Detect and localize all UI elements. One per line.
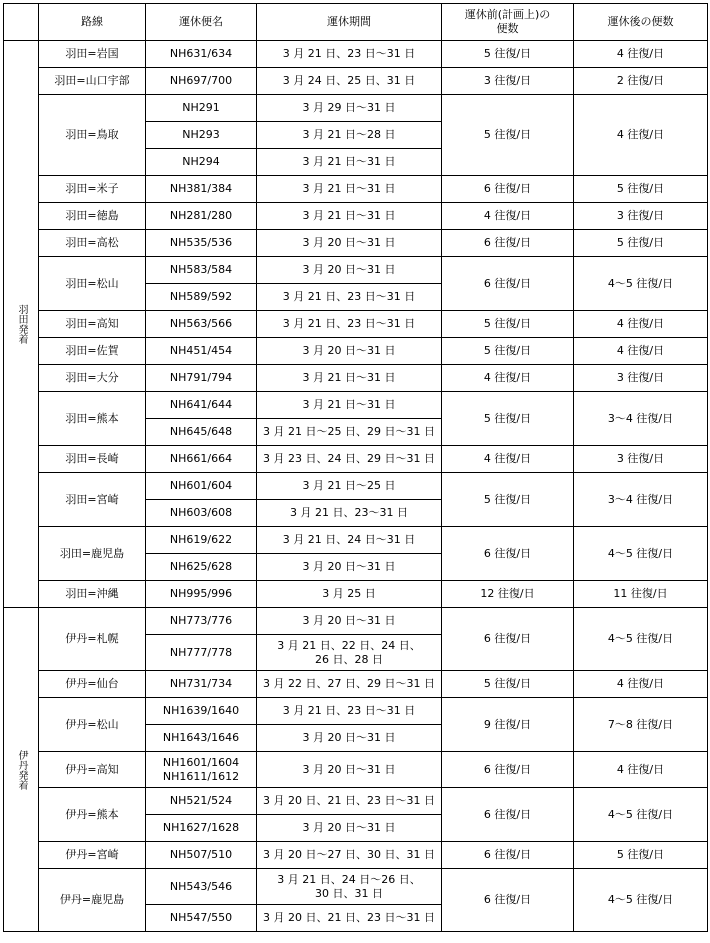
period-cell: 3 月 21 日～25 日、29 日～31 日 [257,419,442,446]
period-cell: 3 月 24 日、25 日、31 日 [257,68,442,95]
period-cell: 3 月 20 日、21 日、23 日～31 日 [257,788,442,815]
route-cell: 伊丹=仙台 [39,671,146,698]
period-cell: 3 月 20 日～31 日 [257,230,442,257]
before-count-cell: 6 往復/日 [442,176,574,203]
flight-cell: NH777/778 [146,635,257,671]
period-cell: 3 月 21 日、23 日～31 日 [257,311,442,338]
flight-cell: NH1601/1604 NH1611/1612 [146,752,257,788]
after-count-cell: 4～5 往復/日 [574,257,708,311]
header-flight: 運休便名 [146,4,257,41]
before-count-cell: 6 往復/日 [442,230,574,257]
after-count-cell: 3～4 往復/日 [574,392,708,446]
route-cell: 羽田=沖縄 [39,581,146,608]
flight-cell: NH281/280 [146,203,257,230]
flight-cell: NH381/384 [146,176,257,203]
period-cell: 3 月 29 日～31 日 [257,95,442,122]
period-cell: 3 月 21 日～25 日 [257,473,442,500]
flight-cell: NH697/700 [146,68,257,95]
table-row [4,338,708,365]
before-count-cell: 12 往復/日 [442,581,574,608]
before-count-cell: 6 往復/日 [442,842,574,869]
before-count-cell: 5 往復/日 [442,473,574,527]
route-cell: 羽田=高松 [39,230,146,257]
flight-cell: NH995/996 [146,581,257,608]
after-count-cell: 4～5 往復/日 [574,869,708,932]
table-body [4,41,708,932]
flight-cell: NH773/776 [146,608,257,635]
before-count-cell: 4 往復/日 [442,446,574,473]
header-before: 運休前(計画上)の 便数 [442,4,574,41]
period-cell: 3 月 20 日～31 日 [257,554,442,581]
route-cell: 羽田=大分 [39,365,146,392]
period-cell: 3 月 21 日～31 日 [257,203,442,230]
before-count-cell: 6 往復/日 [442,788,574,842]
before-count-cell: 5 往復/日 [442,95,574,176]
before-count-cell: 4 往復/日 [442,203,574,230]
table-row [4,869,708,905]
flight-cell: NH535/536 [146,230,257,257]
after-count-cell: 2 往復/日 [574,68,708,95]
route-cell: 羽田=山口宇部 [39,68,146,95]
flight-cell: NH631/634 [146,41,257,68]
after-count-cell: 5 往復/日 [574,176,708,203]
route-cell: 伊丹=松山 [39,698,146,752]
flight-cell: NH791/794 [146,365,257,392]
flight-cell: NH603/608 [146,500,257,527]
flight-cell: NH661/664 [146,446,257,473]
flight-cell: NH543/546 [146,869,257,905]
period-cell: 3 月 20 日～31 日 [257,815,442,842]
after-count-cell: 4～5 往復/日 [574,788,708,842]
route-cell: 伊丹=宮崎 [39,842,146,869]
table-row [4,608,708,635]
after-count-cell: 3 往復/日 [574,365,708,392]
route-cell: 羽田=鹿児島 [39,527,146,581]
after-count-cell: 3 往復/日 [574,446,708,473]
flight-cell: NH619/622 [146,527,257,554]
group-label-itami: 伊丹発着 [4,608,39,932]
flight-cell: NH731/734 [146,671,257,698]
after-count-cell: 4 往復/日 [574,95,708,176]
route-cell: 伊丹=高知 [39,752,146,788]
table-row [4,581,708,608]
after-count-cell: 3～4 往復/日 [574,473,708,527]
table-row [4,698,708,725]
route-cell: 伊丹=札幌 [39,608,146,671]
header-after: 運休後の便数 [574,4,708,41]
before-count-cell: 5 往復/日 [442,311,574,338]
flight-cell: NH1639/1640 [146,698,257,725]
period-cell: 3 月 21 日、24 日～31 日 [257,527,442,554]
table-row [4,230,708,257]
before-count-cell: 9 往復/日 [442,698,574,752]
after-count-cell: 11 往復/日 [574,581,708,608]
before-count-cell: 6 往復/日 [442,608,574,671]
flight-cell: NH1627/1628 [146,815,257,842]
period-cell: 3 月 21 日～31 日 [257,176,442,203]
table-row [4,788,708,815]
period-cell: 3 月 21 日、24 日～26 日、 30 日、31 日 [257,869,442,905]
table-row [4,176,708,203]
after-count-cell: 4 往復/日 [574,41,708,68]
flight-cell: NH294 [146,149,257,176]
before-count-cell: 6 往復/日 [442,869,574,932]
route-cell: 羽田=岩国 [39,41,146,68]
period-cell: 3 月 21 日、23 日～31 日 [257,41,442,68]
period-cell: 3 月 20 日～27 日、30 日、31 日 [257,842,442,869]
route-cell: 羽田=佐賀 [39,338,146,365]
table-row [4,365,708,392]
flight-cell: NH563/566 [146,311,257,338]
table-row [4,203,708,230]
table-row [4,473,708,500]
before-count-cell: 5 往復/日 [442,671,574,698]
table-row [4,257,708,284]
period-cell: 3 月 22 日、27 日、29 日～31 日 [257,671,442,698]
after-count-cell: 4 往復/日 [574,752,708,788]
route-cell: 羽田=米子 [39,176,146,203]
period-cell: 3 月 20 日～31 日 [257,338,442,365]
header-route: 路線 [39,4,146,41]
after-count-cell: 4～5 往復/日 [574,527,708,581]
before-count-cell: 4 往復/日 [442,365,574,392]
table-row [4,392,708,419]
period-cell: 3 月 25 日 [257,581,442,608]
header-group-corner [4,4,39,41]
before-count-cell: 5 往復/日 [442,41,574,68]
period-cell: 3 月 21 日～31 日 [257,392,442,419]
table-row [4,68,708,95]
header-row [4,4,708,41]
flight-cell: NH625/628 [146,554,257,581]
flight-cell: NH589/592 [146,284,257,311]
period-cell: 3 月 21 日～31 日 [257,365,442,392]
flight-cell: NH291 [146,95,257,122]
table-row [4,671,708,698]
flight-cell: NH645/648 [146,419,257,446]
after-count-cell: 5 往復/日 [574,230,708,257]
flight-cell: NH521/524 [146,788,257,815]
table-row [4,842,708,869]
period-cell: 3 月 21 日、23～31 日 [257,500,442,527]
flight-cell: NH641/644 [146,392,257,419]
flight-cell: NH451/454 [146,338,257,365]
before-count-cell: 5 往復/日 [442,338,574,365]
period-cell: 3 月 21 日～31 日 [257,149,442,176]
period-cell: 3 月 21 日、22 日、24 日、 26 日、28 日 [257,635,442,671]
before-count-cell: 3 往復/日 [442,68,574,95]
route-cell: 羽田=徳島 [39,203,146,230]
after-count-cell: 4 往復/日 [574,671,708,698]
flight-suspension-table [3,3,708,932]
table-row [4,311,708,338]
period-cell: 3 月 20 日～31 日 [257,608,442,635]
period-cell: 3 月 20 日～31 日 [257,257,442,284]
period-cell: 3 月 20 日、21 日、23 日～31 日 [257,905,442,932]
route-cell: 羽田=鳥取 [39,95,146,176]
route-cell: 羽田=宮崎 [39,473,146,527]
before-count-cell: 6 往復/日 [442,527,574,581]
after-count-cell: 3 往復/日 [574,203,708,230]
after-count-cell: 5 往復/日 [574,842,708,869]
period-cell: 3 月 21 日、23 日～31 日 [257,284,442,311]
flight-cell: NH601/604 [146,473,257,500]
period-cell: 3 月 21 日、23 日～31 日 [257,698,442,725]
route-cell: 羽田=熊本 [39,392,146,446]
route-cell: 羽田=松山 [39,257,146,311]
flight-cell: NH547/550 [146,905,257,932]
before-count-cell: 6 往復/日 [442,257,574,311]
before-count-cell: 6 往復/日 [442,752,574,788]
after-count-cell: 4～5 往復/日 [574,608,708,671]
route-cell: 羽田=長崎 [39,446,146,473]
period-cell: 3 月 21 日～28 日 [257,122,442,149]
route-cell: 伊丹=熊本 [39,788,146,842]
period-cell: 3 月 20 日～31 日 [257,725,442,752]
before-count-cell: 5 往復/日 [442,392,574,446]
table-row [4,752,708,788]
group-label-haneda: 羽田発着 [4,41,39,608]
flight-cell: NH1643/1646 [146,725,257,752]
route-cell: 伊丹=鹿児島 [39,869,146,932]
table-row [4,41,708,68]
after-count-cell: 7～8 往復/日 [574,698,708,752]
flight-cell: NH293 [146,122,257,149]
table-row [4,446,708,473]
flight-cell: NH583/584 [146,257,257,284]
after-count-cell: 4 往復/日 [574,311,708,338]
period-cell: 3 月 20 日～31 日 [257,752,442,788]
table-row [4,95,708,122]
table-row [4,527,708,554]
header-period: 運休期間 [257,4,442,41]
flight-cell: NH507/510 [146,842,257,869]
route-cell: 羽田=高知 [39,311,146,338]
after-count-cell: 4 往復/日 [574,338,708,365]
period-cell: 3 月 23 日、24 日、29 日～31 日 [257,446,442,473]
